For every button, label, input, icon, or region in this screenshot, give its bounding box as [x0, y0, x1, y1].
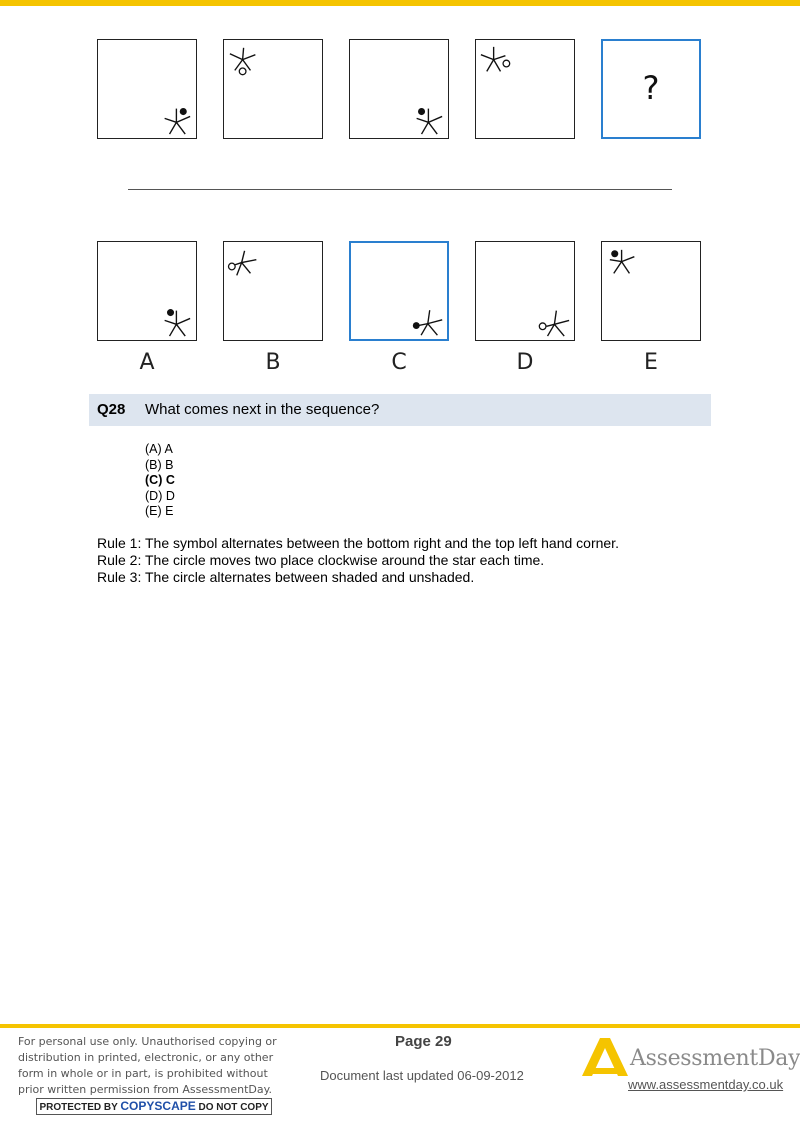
rule-3: [97, 569, 619, 586]
question-number: Q28: [97, 401, 126, 418]
sequence-figure-1: [97, 39, 197, 139]
sequence-figure-2: [223, 39, 323, 139]
star-symbol-icon: [98, 242, 196, 340]
rule-key: Rule 1:: [97, 535, 142, 551]
divider-line: [128, 189, 672, 190]
option-label-b: B: [265, 350, 281, 375]
document-updated-date: Document last updated 06-09-2012: [320, 1068, 524, 1083]
website-link[interactable]: www.assessmentday.co.uk: [628, 1077, 784, 1092]
question-mark-icon: ?: [642, 69, 660, 107]
footer-legal-notice: For personal use only. Unauthorised copying or distribution in printed, electronic, or any other form in whole or in part, is prohibited without prior written permission from AssessmentDay.: [18, 1035, 277, 1096]
rule-1: [97, 535, 619, 552]
rule-text: The circle moves two place clockwise around the star each time.: [145, 552, 545, 568]
answer-item-d[interactable]: (D) D: [145, 488, 175, 503]
star-symbol-icon: [602, 242, 700, 340]
option-figure-e[interactable]: [601, 241, 701, 341]
answer-list: [145, 442, 175, 520]
answer-item-a[interactable]: (A) A: [145, 442, 173, 456]
option-label-a: A: [139, 350, 155, 375]
option-figure-b[interactable]: [223, 241, 323, 341]
star-symbol-icon: [476, 40, 574, 138]
option-label-c: C: [391, 350, 407, 375]
logo-wordmark: AssessmentDay: [630, 1046, 800, 1071]
star-symbol-icon: [350, 40, 448, 138]
rule-2: [97, 552, 619, 569]
star-symbol-icon: [351, 243, 447, 339]
rule-key: Rule 3:: [97, 569, 142, 585]
sequence-figure-4: [475, 39, 575, 139]
sequence-unknown-box: [601, 39, 701, 139]
question-text: What comes next in the sequence?: [145, 401, 380, 418]
answer-item-c[interactable]: (C) C: [145, 473, 175, 487]
star-symbol-icon: [98, 40, 196, 138]
question-header: [89, 394, 711, 426]
footer-accent-bar: [0, 1024, 800, 1028]
rule-text: The symbol alternates between the bottom right and the top left hand corner.: [145, 535, 619, 551]
star-symbol-icon: [476, 242, 574, 340]
sequence-figure-3: [349, 39, 449, 139]
copyscape-right-text: DO NOT COPY: [198, 1102, 269, 1113]
option-figure-d[interactable]: [475, 241, 575, 341]
star-symbol-icon: [224, 242, 322, 340]
rule-text: The circle alternates between shaded and unshaded.: [145, 569, 475, 585]
copyscape-badge[interactable]: [36, 1098, 272, 1115]
option-figure-a[interactable]: [97, 241, 197, 341]
option-label-d: D: [516, 350, 534, 375]
page-number: Page 29: [395, 1033, 452, 1050]
assessmentday-logo-icon: [578, 1034, 632, 1078]
rules-explanation: [97, 535, 619, 586]
rule-key: Rule 2:: [97, 552, 142, 568]
option-label-e: E: [644, 350, 658, 375]
top-accent-bar: [0, 0, 800, 6]
answer-item-b[interactable]: (B) B: [145, 457, 174, 472]
answer-item-e[interactable]: (E) E: [145, 504, 174, 518]
copyscape-left-text: PROTECTED BY: [39, 1102, 118, 1113]
star-symbol-icon: [224, 40, 322, 138]
option-figure-c[interactable]: [349, 241, 449, 341]
copyscape-brand: COPYSCAPE: [120, 1099, 196, 1113]
